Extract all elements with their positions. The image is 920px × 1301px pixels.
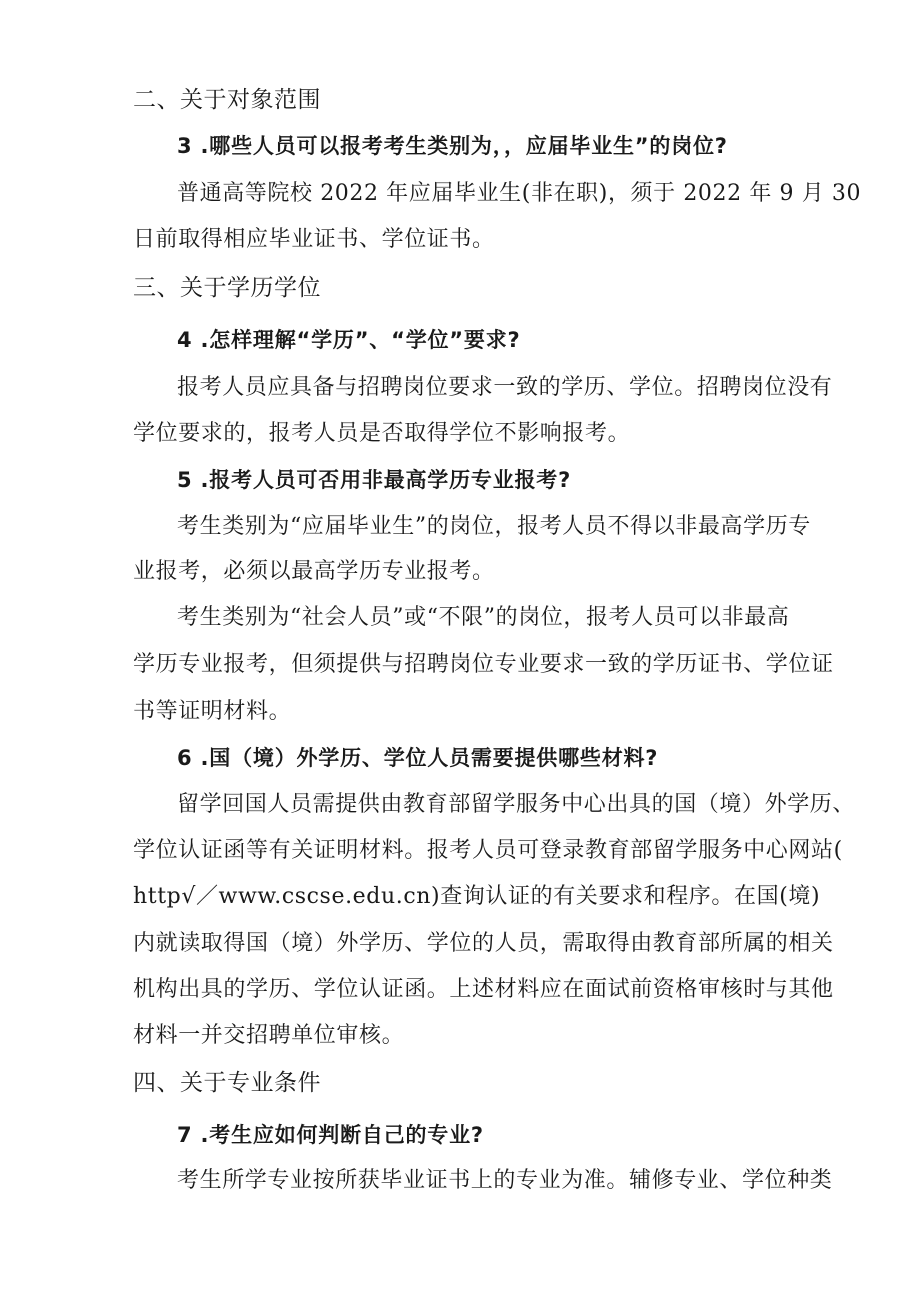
paragraph-line: 学位要求的，报考人员是否取得学位不影响报考。 (133, 421, 631, 446)
paragraph-line: 学位认证函等有关证明材料。报考人员可登录教育部留学服务中心网站( (133, 838, 843, 863)
paragraph-line: 内就读取得国（境）外学历、学位的人员，需取得由教育部所属的相关 (133, 931, 834, 956)
paragraph-line: 学历专业报考，但须提供与招聘岗位专业要求一致的学历证书、学位证 (133, 652, 834, 677)
paragraph-line: 报考人员应具备与招聘岗位要求一致的学历、学位。招聘岗位没有 (177, 375, 833, 400)
paragraph-line: 考生类别为“应届毕业生”的岗位，报考人员不得以非最高学历专 (177, 514, 811, 539)
paragraph-line: 考生所学专业按所获毕业证书上的专业为准。辅修专业、学位种类 (177, 1168, 833, 1193)
paragraph-line: 留学回国人员需提供由教育部留学服务中心出具的国（境）外学历、 (177, 792, 856, 817)
section-heading: 三、关于学历学位 (133, 275, 321, 301)
section-heading: 四、关于专业条件 (133, 1070, 321, 1096)
question-title: 6 .国（境）外学历、学位人员需要提供哪些材料? (177, 746, 659, 770)
paragraph-line: 普通高等院校 2022 年应届毕业生(非在职)，须于 2022 年 9 月 30 (177, 181, 862, 206)
paragraph-line: 业报考，必须以最高学历专业报考。 (133, 559, 495, 584)
paragraph-line: 机构出具的学历、学位认证函。上述材料应在面试前资格审核时与其他 (133, 977, 834, 1002)
paragraph-line: http√／www.cscse.edu.cn)查询认证的有关要求和程序。在国(境) (133, 884, 821, 909)
paragraph-line: 书等证明材料。 (133, 699, 292, 724)
section-heading: 二、关于对象范围 (133, 87, 321, 113)
question-title: 5 .报考人员可否用非最高学历专业报考? (177, 468, 572, 492)
question-title: 3 .哪些人员可以报考考生类别为，，应届毕业生”的岗位? (177, 134, 728, 158)
paragraph-line: 日前取得相应毕业证书、学位证书。 (133, 227, 495, 252)
question-title: 7 .考生应如何判断自己的专业? (177, 1123, 484, 1147)
paragraph-line: 材料一并交招聘单位审核。 (133, 1023, 405, 1048)
paragraph-line: 考生类别为“社会人员”或“不限”的岗位，报考人员可以非最高 (177, 605, 790, 630)
question-title: 4 .怎样理解“学历”、“学位”要求? (177, 328, 521, 352)
